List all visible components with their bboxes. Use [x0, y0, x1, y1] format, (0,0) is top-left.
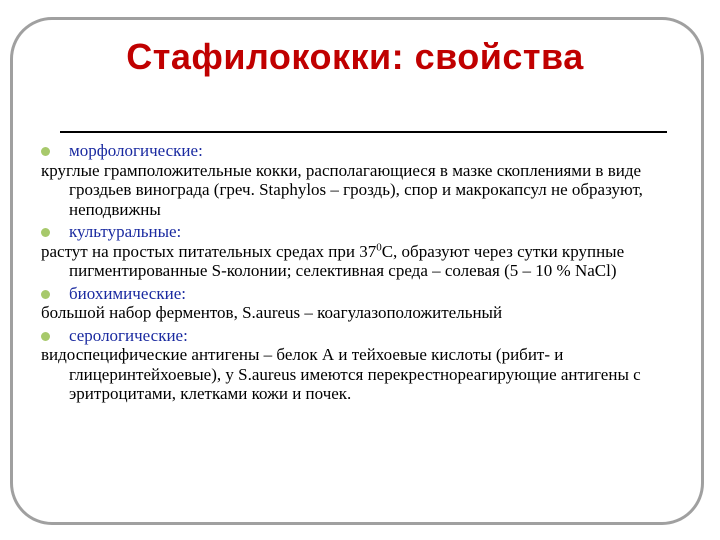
heading-text: культуральные: — [69, 222, 182, 241]
section-heading-biochemical — [41, 284, 681, 304]
bullet-dot-icon — [41, 332, 50, 341]
bullet-dot-icon — [41, 147, 50, 156]
slide-title: Стафилококки: свойства — [126, 36, 584, 77]
heading-text: биохимические: — [69, 283, 186, 303]
text-after-sup: С, образуют через сутки крупные пигментированные S-колонии; селективная среда – солевая (5 – 10 % NaCl) — [69, 241, 625, 280]
degree-superscript: 0 — [376, 240, 382, 253]
section-heading-serological — [41, 326, 681, 346]
section-heading-morphology — [41, 141, 681, 161]
title-underline — [60, 131, 667, 133]
text-before-sup: растут на простых питательных средах при 37 — [41, 241, 377, 261]
section-heading-cultural — [41, 222, 681, 242]
bullet-dot-icon — [41, 290, 50, 299]
heading-text: серологические: — [69, 325, 188, 345]
bullet-dot-icon — [41, 228, 50, 237]
section-text-biochemical: большой набор ферментов, S.aureus – коагулазоположительный — [41, 303, 503, 322]
section-text-morphology: круглые грамположительные кокки, располагающиеся в мазке скоплениями в виде гроздьев винограда (греч. Staphylos – гроздь), спор и макрокапсул не образуют, неподвижны — [41, 160, 643, 219]
heading-text: морфологические: — [69, 141, 203, 160]
slide-content — [41, 141, 681, 407]
section-text-serological: видоспецифические антигены – белок А и тейхоевые кислоты (рибит- и глицеринтейхоевые), у S.aureus имеются перекрестнореагирующие антигены с эритроцитами, клетками кожи и почек. — [41, 345, 641, 403]
section-text-cultural — [41, 242, 681, 281]
